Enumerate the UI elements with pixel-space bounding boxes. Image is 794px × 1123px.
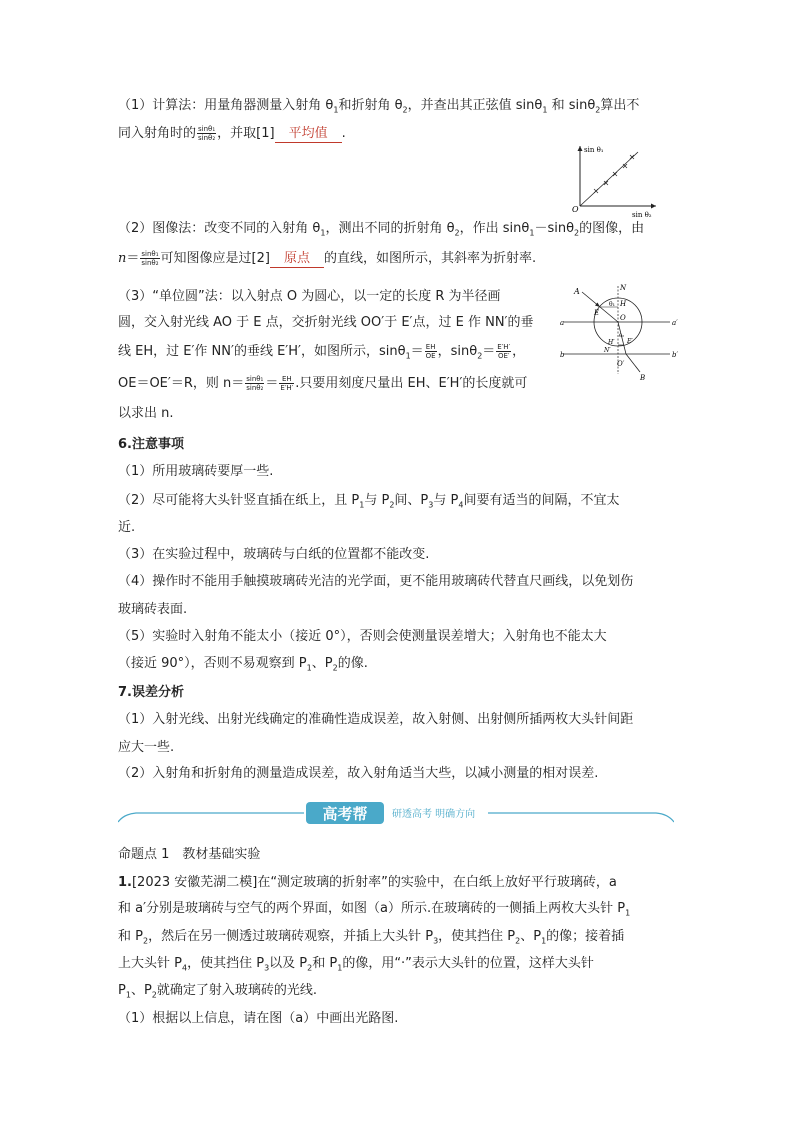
svg-text:θ₁: θ₁: [609, 301, 616, 308]
graph-ylabel: sin θ₁: [584, 146, 604, 154]
svg-text:b: b: [560, 351, 565, 359]
unit-circle-line1: （3）“单位圆”法：以入射点 O 为圆心，以一定的长度 R 为半径画: [118, 289, 501, 304]
sec6-item3: （3）在实验过程中，玻璃砖与白纸的位置都不能改变.: [118, 547, 430, 562]
sec7-item1-line1: （1）入射光线、出射光线确定的准确性造成误差，故入射侧、出射侧所插两枚大头针间距: [118, 712, 634, 727]
section6-title: 6.注意事项: [118, 437, 184, 452]
unit-circle-line2: 圆，交入射光线 AO 于 E 点，交折射光线 OO′于 E′点，过 E 作 NN′的垂: [118, 315, 534, 330]
unit-circle-line3: 线 EH，过 E′作 NN′的垂线 E′H′，如图所示，sinθ$_1$＝ $\frac{EH}{OE}$ ，sinθ$_2$＝ $\frac{E'H'}{OE'}$ ，: [118, 343, 526, 361]
answer-blank-2: 原点: [270, 251, 324, 268]
svg-text:E: E: [594, 309, 600, 317]
sin-ratio-fraction-2: $\frac{\text{sinθ₁}}{\text{sinθ₂}}$: [141, 250, 159, 267]
gaokaobang-banner: [118, 800, 674, 826]
svg-text:a: a: [560, 319, 565, 327]
svg-text:A: A: [574, 287, 580, 296]
section7-title: 7.误差分析: [118, 685, 184, 700]
svg-text:b′: b′: [672, 351, 679, 359]
graph-x-arrow: [651, 204, 656, 209]
banner-subtitle: 研透高考 明确方向: [392, 809, 476, 820]
exit-ray: [626, 354, 640, 372]
svg-text:H′: H′: [608, 339, 615, 346]
sec7-item2: （2）入射角和折射角的测量造成误差，故入射角适当大些，以减小测量的相对误差.: [118, 766, 599, 781]
q1-line2: 和 a′分别是玻璃砖与空气的两个界面，如图（a）所示.在玻璃砖的一侧插上两枚大头针 $P_1$: [118, 901, 631, 918]
q1-line5: $P_1$、$P_2$就确定了射入玻璃砖的光线.: [118, 983, 318, 1000]
svg-text:O: O: [620, 314, 626, 322]
svg-text:O′: O′: [617, 360, 625, 368]
svg-text:θ₂: θ₂: [619, 333, 625, 339]
svg-text:a′: a′: [672, 319, 678, 327]
sin-ratio-fraction: $\frac{\text{sinθ₁}}{\text{sinθ₂}}$: [198, 125, 216, 142]
svg-text:B: B: [640, 374, 646, 382]
sec6-item4-line1: （4）操作时不能用手触摸玻璃砖光洁的光学面，更不能用玻璃砖代替直尺画线，以免划伤: [118, 574, 634, 589]
q1-line1: 1.[2023 安徽芜湖二模]在“测定玻璃的折射率”的实验中，在白纸上放好平行玻璃砖，a: [118, 875, 617, 890]
graph-origin: O: [572, 205, 579, 214]
calc-method-line2: 同入射角时的 $\frac{\text{sinθ₁}}{\text{sinθ₂}}$ ，并取[1] 平均值 .: [118, 125, 346, 142]
answer-blank-1: 平均值: [275, 126, 342, 143]
unit-circle-diagram: [560, 282, 690, 382]
calc-method-line1: （1）计算法：用量角器测量入射角 $\theta_1$和折射角 $\theta_2$，并查出其正弦值 sinθ$_1$ 和 sinθ$_2$算出不: [118, 98, 640, 115]
sin-graph-diagram: [566, 140, 666, 220]
sec6-item5-line2: （接近 90°），否则不易观察到 $P_1$、$P_2$的像.: [118, 656, 368, 673]
svg-text:N: N: [620, 284, 627, 292]
banner-label: 高考帮: [322, 805, 368, 823]
graph-method-line2: n＝ $\frac{\text{sinθ₁}}{\text{sinθ₂}}$ 可知图像应是过[2] 原点 的直线，如图所示，其斜率为折射率.: [118, 250, 537, 267]
q1-subquestion-1: （1）根据以上信息，请在图（a）中画出光路图.: [118, 1011, 399, 1026]
svg-text:H: H: [620, 300, 627, 308]
sec6-item5-line1: （5）实验时入射角不能太小（接近 0°），否则会使测量误差增大；入射角也不能太大: [118, 629, 607, 644]
svg-text:E′: E′: [627, 338, 633, 345]
unit-circle-line4: OE＝OE′＝R，则 n＝ $\frac{\text{sinθ₁}}{\text{sinθ₂}}$ ＝ $\frac{EH}{E'H'}$ .只要用刻度尺量出 EH、E′H′的长度就可: [118, 375, 528, 392]
banner-left-line: [118, 813, 304, 822]
unit-circle-line5: 以求出 n.: [118, 406, 174, 421]
sec6-item1: （1）所用玻璃砖要厚一些.: [118, 464, 274, 479]
graph-xlabel: sin θ₂: [632, 211, 652, 219]
q1-line3: 和 $P_2$，然后在另一侧透过玻璃砖观察，并插上大头针 $P_3$，使其挡住 $P_2$、$P_1$的像；接着插: [118, 929, 625, 946]
q1-line4: 上大头针 $P_4$，使其挡住 $P_3$以及 $P_2$和 $P_1$的像，用“·”表示大头针的位置，这样大头针: [118, 956, 594, 973]
svg-text:N′: N′: [604, 347, 611, 354]
graph-fit-line: [580, 152, 638, 206]
banner-right-line: [488, 813, 674, 822]
sec7-item1-line2: 应大一些.: [118, 740, 175, 755]
sec6-item2-line2: 近.: [118, 520, 136, 535]
sec6-item4-line2: 玻璃砖表面.: [118, 602, 188, 617]
sec6-item2-line1: （2）尽可能将大头针竖直插在纸上，且 $P_1$与 $P_2$间、$P_3$与 $P_4$间要有适当的间隔，不宜太: [118, 493, 620, 510]
graph-y-arrow: [578, 146, 583, 151]
topic-heading: 命题点 1 教材基础实验: [118, 847, 261, 862]
graph-method-line1: （2）图像法：改变不同的入射角 $\theta_1$，测出不同的折射角 $\theta_2$，作出 sinθ$_1$－sinθ$_2$的图像，由: [118, 221, 645, 238]
